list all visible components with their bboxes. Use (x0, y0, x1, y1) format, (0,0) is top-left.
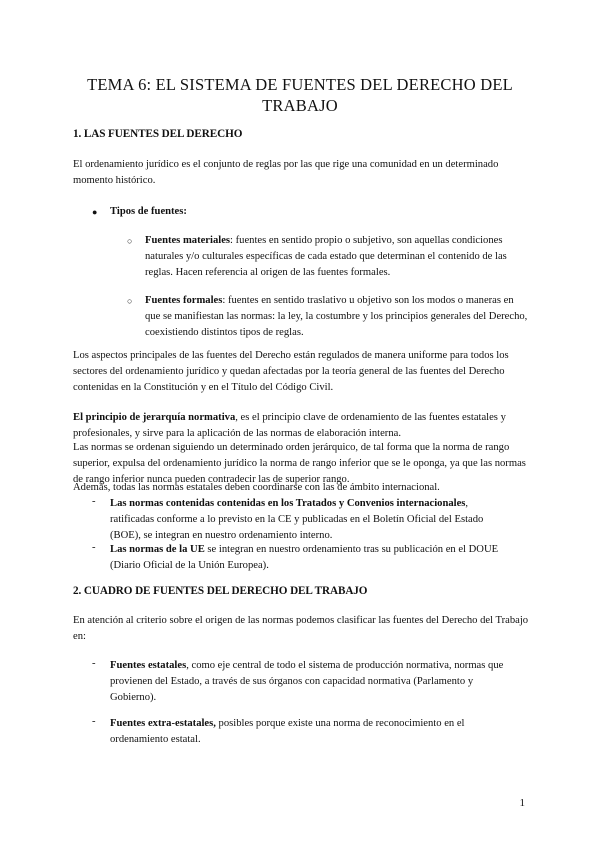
extra-state-sources-text: posibles porque existe una norma de reconocimiento en el ordenamiento estatal. (110, 718, 465, 745)
bullet-icon: ● (92, 207, 98, 217)
state-sources-item (110, 658, 510, 706)
criteria-paragraph: En atención al criterio sobre el origen de las normas podemos clasificar las fuentes del Derecho del Trabajo en: (73, 615, 529, 642)
section-1-heading: 1. LAS FUENTES DEL DERECHO (73, 128, 243, 140)
material-sources-item (145, 233, 530, 281)
hierarchy-paragraph-2: Las normas se ordenan siguiendo un determinado orden jerárquico, de tal forma que la norma de rango superior, expulsa del ordenamiento jurídico la norma de rango inferior que se le oponga, ya que las normas de rango inferior nunca pueden contradecir las de superior rango. (73, 442, 526, 485)
material-sources-text: : fuentes en sentido propio o subjetivo, son aquellas condiciones naturales y/o culturales específicas de cada estado que determinan el contenido de las reglas. Hacen referencia al origen de las fuentes formales. (145, 235, 507, 278)
intro-paragraph: El ordenamiento jurídico es el conjunto de reglas por las que rige una comunidad en un determinado momento histórico. (73, 159, 499, 186)
types-label: Tipos de fuentes: (110, 206, 187, 217)
extra-state-sources-term: Fuentes extra-estatales, (110, 718, 216, 729)
title-line-2: TRABAJO (262, 96, 338, 115)
formal-sources-term: Fuentes formales (145, 295, 223, 306)
formal-sources-item (145, 293, 530, 341)
section-2-heading: 2. CUADRO DE FUENTES DEL DERECHO DEL TRABAJO (73, 585, 368, 597)
title-line-1: TEMA 6: EL SISTEMA DE FUENTES DEL DERECHO DEL (87, 75, 513, 94)
state-sources-text: , como eje central de todo el sistema de producción normativa, normas que provienen del Estado, a través de sus órganos con capacidad normativa (Parlamento y Gobierno). (110, 660, 504, 703)
circle-bullet-icon: ○ (127, 236, 133, 246)
aspects-paragraph: Los aspectos principales de las fuentes del Derecho están regulados de manera uniforme para todos los sectores del ordenamiento jurídico y quedan afectadas por la teoría general de las fuentes del Derecho contenidas en la Constitución y en el Título del Código Civil. (73, 350, 509, 393)
hierarchy-text: , es el principio clave de ordenamiento de las fuentes estatales y profesionales, y sirve para la aplicación de las normas de elaboración interna. (73, 412, 506, 439)
formal-sources-text: : fuentes en sentido traslativo u objetivo son los modos o maneras en que se manifiestan las normas: la ley, la costumbre y los principios generales del Derecho, coexistiendo distintos tipos de reglas. (145, 295, 528, 338)
eu-norms-term: Las normas de la UE (110, 544, 205, 555)
dash-bullet-icon: - (92, 542, 96, 553)
material-sources-term: Fuentes materiales (145, 235, 231, 246)
hierarchy-paragraph (73, 410, 533, 442)
eu-norms-text: se integran en nuestro ordenamiento tras su publicación en el DOUE (Diario Oficial de la Unión Europea). (110, 544, 499, 571)
circle-bullet-icon: ○ (127, 296, 133, 306)
state-sources-term: Fuentes estatales (110, 660, 187, 671)
international-norms-text: , ratificadas conforme a lo previsto en la CE y publicadas en el Boletín Oficial del Estado (BOE), se integran en nuestro ordenamiento interno. (110, 498, 484, 541)
eu-norms-item (110, 542, 510, 574)
hierarchy-paragraph-3: Además, todas las normas estatales deben coordinarse con las de ámbito internacional. (73, 482, 440, 493)
international-norms-item (110, 496, 510, 544)
dash-bullet-icon: - (92, 716, 96, 727)
international-norms-term: Las normas contenidas contenidas en los Tratados y Convenios internacionales (110, 498, 466, 509)
dash-bullet-icon: - (92, 496, 96, 507)
extra-state-sources-item (110, 716, 510, 748)
dash-bullet-icon: - (92, 658, 96, 669)
hierarchy-term: El principio de jerarquía normativa (73, 412, 236, 423)
page-title (60, 74, 540, 116)
page-number: 1 (519, 797, 525, 809)
